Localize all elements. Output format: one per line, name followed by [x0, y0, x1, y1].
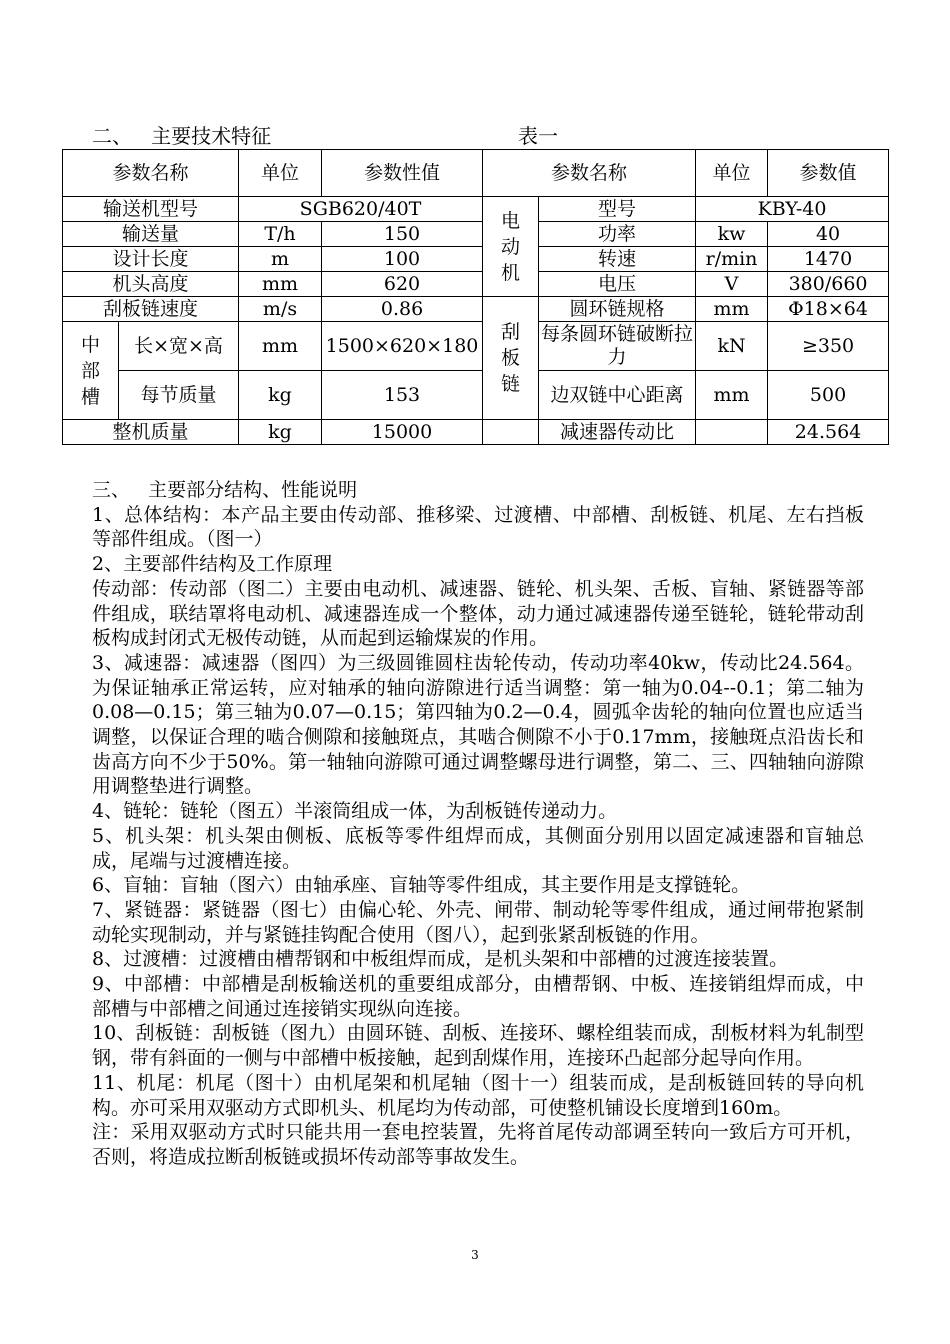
section-body	[92, 478, 864, 1170]
cell-name: 边双链中心距离	[539, 371, 696, 420]
cell-name: 设计长度	[63, 247, 239, 272]
paragraph: 6、盲轴：盲轴（图六）由轴承座、盲轴等零件组成，其主要作用是支撑链轮。	[92, 874, 751, 897]
paragraph: 注：采用双驱动方式时只能共用一套电控装置，先将首尾传动部调至转向一致后方可开机，否则，将造成拉断刮板链或损坏传动部等事故发生。	[92, 1121, 864, 1168]
cell-unit: m/s	[239, 297, 322, 322]
table-header-row	[63, 150, 889, 197]
cell-value: Φ18×64	[768, 297, 889, 322]
cell-value: 150	[322, 222, 483, 247]
cell-name: 机头高度	[63, 272, 239, 297]
table-row	[63, 371, 889, 420]
cell-value: 24.564	[768, 420, 889, 445]
cell-value: 15000	[322, 420, 483, 445]
cell-unit: mm	[696, 297, 768, 322]
paragraph: 传动部：传动部（图二）主要由电动机、减速器、链轮、机头架、舌板、盲轴、紧链器等部件组成，联结罩将电动机、减速器连成一个整体，动力通过减速器传递至链轮，链轮带动刮板构成封闭式无极传动链，从而起到运输煤炭的作用。	[92, 577, 864, 650]
table-row	[63, 297, 889, 322]
paragraph: 1、总体结构：本产品主要由传动部、推移梁、过渡槽、中部槽、刮板链、机尾、左右挡板等部件组成。（图一）	[92, 503, 864, 551]
header-unit: 单位	[239, 150, 322, 197]
cell-unit: kw	[696, 222, 768, 247]
cell-empty	[696, 420, 768, 445]
header-param-value-2: 参数值	[768, 150, 889, 197]
cell-value: 500	[768, 371, 889, 420]
cell-unit: mm	[239, 272, 322, 297]
table-row	[63, 322, 889, 371]
cell-unit: kg	[239, 420, 322, 445]
cell-value: 153	[322, 371, 483, 420]
table-row	[63, 222, 889, 247]
section-heading-structure: 三、 主要部分结构、性能说明	[92, 479, 358, 501]
cell-value: ≥350	[768, 322, 889, 371]
cell-unit: kg	[239, 371, 322, 420]
group-label-trough: 中 部 槽	[63, 322, 119, 420]
cell-name: 刮板链速度	[63, 297, 239, 322]
cell-value: 1500×620×180	[322, 322, 483, 371]
table-row	[63, 272, 889, 297]
header-param-name-2: 参数名称	[483, 150, 696, 197]
cell-name: 每条圆环链破断拉力	[539, 322, 696, 371]
group-label-chain: 刮 板 链	[483, 297, 539, 420]
cell-value: 620	[322, 272, 483, 297]
cell-unit: kN	[696, 322, 768, 371]
cell-unit: mm	[696, 371, 768, 420]
cell-value: 0.86	[322, 297, 483, 322]
paragraph: 9、中部槽：中部槽是刮板输送机的重要组成部分，由槽帮钢、中板、连接销组焊而成，中部槽与中部槽之间通过连接销实现纵向连接。	[92, 973, 864, 1020]
cell-name: 整机质量	[63, 420, 239, 445]
cell-name: 每节质量	[119, 371, 239, 420]
paragraph: 2、主要部件结构及工作原理	[92, 553, 333, 576]
paragraph: 8、过渡槽：过渡槽由槽帮钢和中板组焊而成，是机头架和中部槽的过渡连接装置。	[92, 948, 789, 971]
table-row	[63, 197, 889, 222]
cell-unit: T/h	[239, 222, 322, 247]
cell-name: 输送机型号	[63, 197, 239, 222]
cell-unit: r/min	[696, 247, 768, 272]
paragraph: 4、链轮：链轮（图五）半滚筒组成一体，为刮板链传递动力。	[92, 800, 618, 823]
page-number: 3	[471, 1248, 479, 1262]
cell-name: 型号	[539, 197, 696, 222]
paragraph: 11、机尾：机尾（图十）由机尾架和机尾轴（图十一）组装而成，是刮板链回转的导向机构。亦可采用双驱动方式即机头、机尾均为传动部，可使整机铺设长度增到160m。	[92, 1071, 864, 1119]
spec-table	[62, 149, 889, 445]
paragraph: 7、紧链器：紧链器（图七）由偏心轮、外壳、闸带、制动轮等零件组成，通过闸带抱紧制动轮实现制动，并与紧链挂钩配合使用（图八），起到张紧刮板链的作用。	[92, 898, 864, 946]
paragraph: 10、刮板链：刮板链（图九）由圆环链、刮板、连接环、螺栓组装而成，刮板材料为轧制型钢，带有斜面的一侧与中部槽中板接触，起到刮煤作用，连接环凸起部分起导向作用。	[92, 1022, 864, 1070]
section-heading-tech-specs: 二、 主要技术特征	[92, 124, 272, 148]
group-label-motor: 电 动 机	[483, 197, 539, 297]
cell-name: 功率	[539, 222, 696, 247]
header-param-value: 参数性值	[322, 150, 483, 197]
cell-value: KBY-40	[696, 197, 889, 222]
cell-unit: m	[239, 247, 322, 272]
table-row	[63, 420, 889, 445]
paragraph: 5、机头架：机头架由侧板、底板等零件组焊而成，其侧面分别用以固定减速器和盲轴总成，尾端与过渡槽连接。	[92, 824, 864, 872]
cell-value: 380/660	[768, 272, 889, 297]
header-unit-2: 单位	[696, 150, 768, 197]
cell-empty	[483, 420, 539, 445]
cell-name: 转速	[539, 247, 696, 272]
cell-name: 电压	[539, 272, 696, 297]
cell-value: 100	[322, 247, 483, 272]
cell-unit: mm	[239, 322, 322, 371]
header-param-name: 参数名称	[63, 150, 239, 197]
cell-value: 40	[768, 222, 889, 247]
cell-name: 长×宽×高	[119, 322, 239, 371]
cell-value: SGB620/40T	[239, 197, 483, 222]
table-row	[63, 247, 889, 272]
cell-value: 1470	[768, 247, 889, 272]
cell-name: 圆环链规格	[539, 297, 696, 322]
cell-name: 减速器传动比	[539, 420, 696, 445]
cell-name: 输送量	[63, 222, 239, 247]
paragraph: 3、减速器：减速器（图四）为三级圆锥圆柱齿轮传动，传动功率40kw，传动比24.564。为保证轴承正常运转，应对轴承的轴向游隙进行适当调整：第一轴为0.04--0.1；第二轴为0.08—0.15；第三轴为0.07—0.15；第四轴为0.2—0.4，圆弧伞齿轮的轴向位置也应适当调整，以保证合理的啮合侧隙和接触斑点，其啮合侧隙不小于0.17mm，接触斑点沿齿长和齿高方向不少于50%。第一轴轴向游隙可通过调整螺母进行调整，第二、三、四轴轴向游隙用调整垫进行调整。	[92, 651, 864, 798]
cell-unit: V	[696, 272, 768, 297]
table-caption: 表一	[518, 124, 558, 148]
